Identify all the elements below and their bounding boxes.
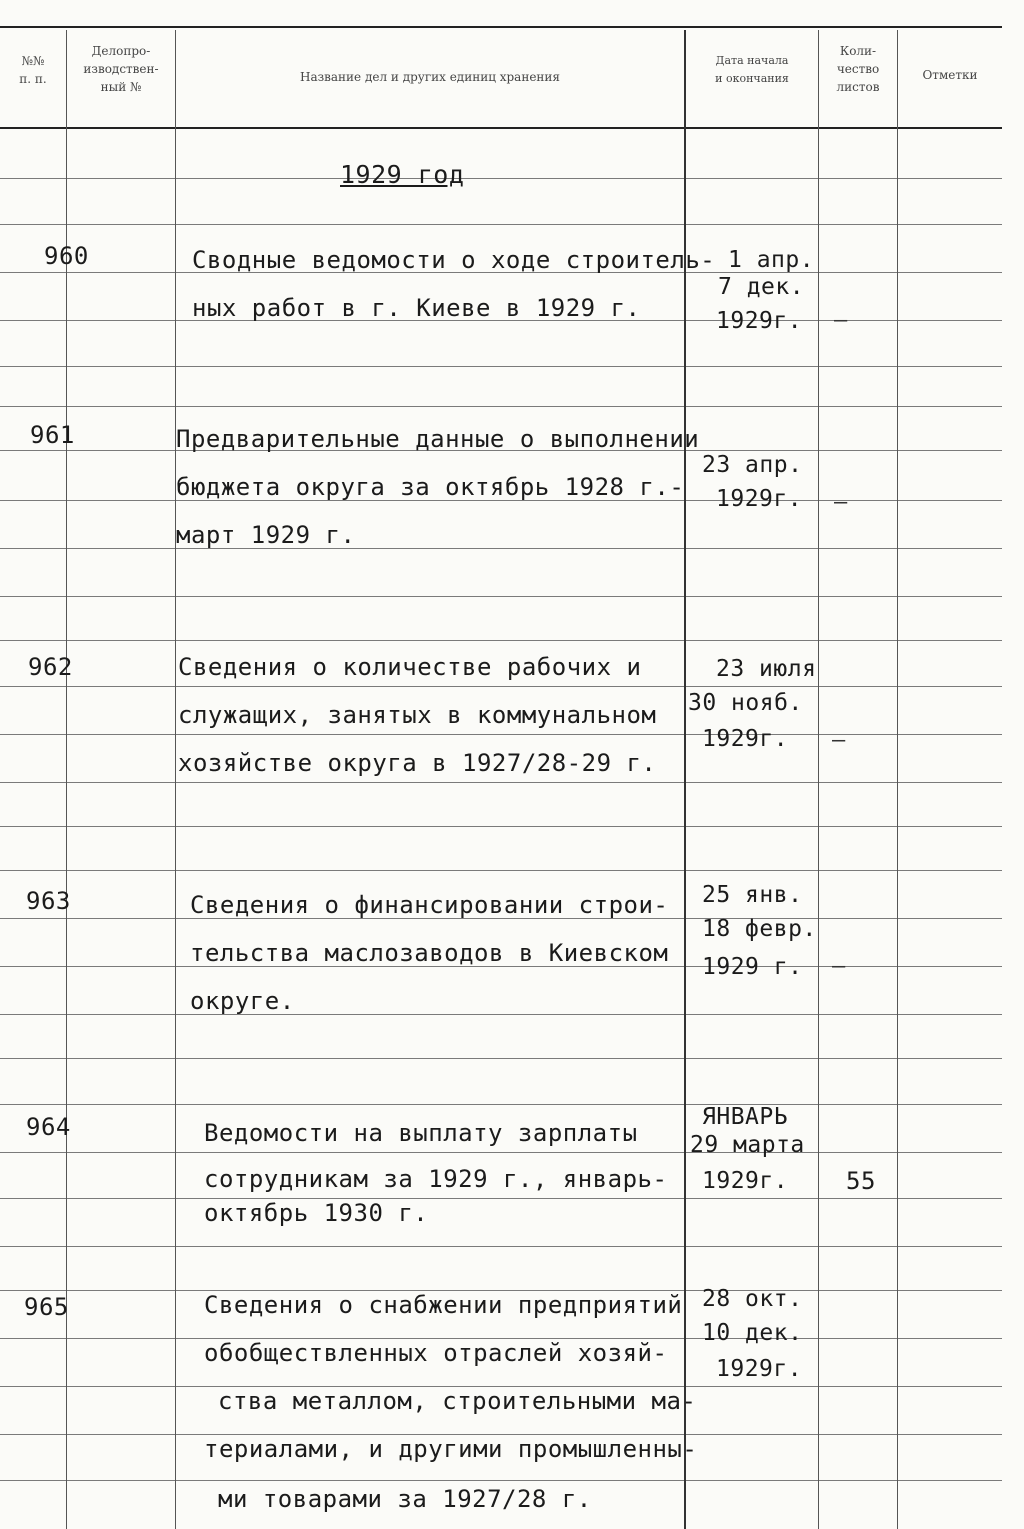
entry-date: 7 дек. — [718, 274, 805, 300]
entry-title-line: сотрудникам за 1929 г., январь- — [204, 1165, 668, 1193]
entry-sheet-count: – — [832, 954, 846, 979]
entry-title-line: Сводные ведомости о ходе строитель- — [192, 246, 716, 274]
entry-title-line: Ведомости на выплату зарплаты — [204, 1119, 638, 1147]
entry-title-line: округе. — [190, 987, 295, 1015]
header-col-number-line: п. п. — [19, 72, 47, 86]
header-col-marks: Отметки — [922, 68, 978, 82]
row-line — [0, 1198, 1002, 1199]
entry-number: 965 — [24, 1293, 69, 1321]
header-bottom-line — [0, 127, 1002, 129]
top-border-line — [0, 26, 1002, 28]
entry-number: 962 — [28, 653, 73, 681]
entry-title-line: служащих, занятых в коммунальном — [178, 701, 657, 729]
row-line — [0, 224, 1002, 225]
row-line — [0, 406, 1002, 407]
entry-date: 25 янв. — [702, 882, 803, 908]
row-line — [0, 826, 1002, 827]
header-col-count — [819, 42, 897, 96]
row-line — [0, 1058, 1002, 1059]
entry-title-line: обобществленных отраслей хозяй- — [204, 1339, 668, 1367]
entry-title-line: октябрь 1930 г. — [204, 1199, 429, 1227]
entry-title-line: тельства маслозаводов в Киевском — [190, 939, 669, 967]
entry-date: 29 марта — [690, 1132, 805, 1158]
entry-date: 1 апр. — [728, 247, 815, 273]
header-col-delo — [67, 42, 175, 96]
entry-number: 960 — [44, 242, 89, 270]
entry-title-line: Сведения о снабжении предприятий — [204, 1291, 683, 1319]
row-line — [0, 686, 1002, 687]
entry-date: 10 дек. — [702, 1320, 803, 1346]
header-col-dates — [686, 52, 818, 88]
entry-date: 1929г. — [716, 1356, 803, 1382]
row-line — [0, 596, 1002, 597]
entry-title-line: март 1929 г. — [176, 521, 356, 549]
row-line — [0, 640, 1002, 641]
entry-number: 963 — [26, 887, 71, 915]
entry-title-line: ми товарами за 1927/28 г. — [218, 1485, 592, 1513]
entry-date: 1929г. — [702, 726, 789, 752]
entry-date: 1929г. — [716, 486, 803, 512]
header-col-delo-line: изводствен- — [83, 62, 159, 76]
entry-title-line: ства металлом, строительными ма- — [218, 1387, 697, 1415]
column-divider — [818, 30, 819, 1529]
entry-sheet-count: – — [834, 490, 848, 515]
row-line — [0, 1014, 1002, 1015]
entry-title-line: Предварительные данные о выполнении — [176, 425, 700, 453]
column-divider — [897, 30, 898, 1529]
header-col-count-line: Коли- — [839, 44, 877, 58]
row-line — [0, 1246, 1002, 1247]
entry-date: 30 нояб. — [688, 690, 803, 716]
entry-sheet-count: – — [834, 308, 848, 333]
entry-title-line: Сведения о количестве рабочих и — [178, 653, 642, 681]
entry-date: 28 окт. — [702, 1286, 803, 1312]
entry-number: 961 — [30, 421, 75, 449]
header-col-dates-line: Дата начала — [715, 54, 789, 67]
header-col-number — [0, 52, 66, 88]
row-line — [0, 366, 1002, 367]
header-col-dates-line: и окончания — [715, 72, 789, 85]
header-col-count-line: чество — [836, 62, 880, 76]
entry-date: 23 июля — [716, 656, 817, 682]
entry-number: 964 — [26, 1113, 71, 1141]
entry-title-line: Сведения о финансировании строи- — [190, 891, 669, 919]
header-col-delo-line: Делопро- — [91, 44, 151, 58]
entry-date: 1929г. — [716, 308, 803, 334]
entry-date: 18 февр. — [702, 916, 817, 942]
row-line — [0, 548, 1002, 549]
header-col-delo-line: ный № — [100, 80, 142, 94]
entry-date: 1929г. — [702, 1168, 789, 1194]
entry-title-line: ных работ в г. Киеве в 1929 г. — [192, 294, 641, 322]
entry-title-line: хозяйстве округа в 1927/28-29 г. — [178, 749, 657, 777]
row-line — [0, 734, 1002, 735]
entry-title-line: бюджета округа за октябрь 1928 г.- — [176, 473, 685, 501]
row-line — [0, 1152, 1002, 1153]
column-divider — [175, 30, 176, 1529]
row-line — [0, 1480, 1002, 1481]
row-line — [0, 1104, 1002, 1105]
entry-date: ЯНВАРЬ — [702, 1104, 789, 1130]
year-title: 1929 год — [340, 160, 465, 189]
entry-date: 1929 г. — [702, 954, 803, 980]
row-line — [0, 870, 1002, 871]
header-col-name: Название дел и других единиц хранения — [299, 70, 560, 84]
entry-sheet-count: – — [832, 728, 846, 753]
entry-title-line: териалами, и другими промышленны- — [204, 1435, 698, 1463]
row-line — [0, 178, 1002, 179]
header-col-number-line: №№ — [21, 54, 45, 68]
header-col-count-line: листов — [836, 80, 880, 94]
row-line — [0, 782, 1002, 783]
entry-sheet-count: 55 — [846, 1167, 876, 1195]
entry-date: 23 апр. — [702, 452, 803, 478]
